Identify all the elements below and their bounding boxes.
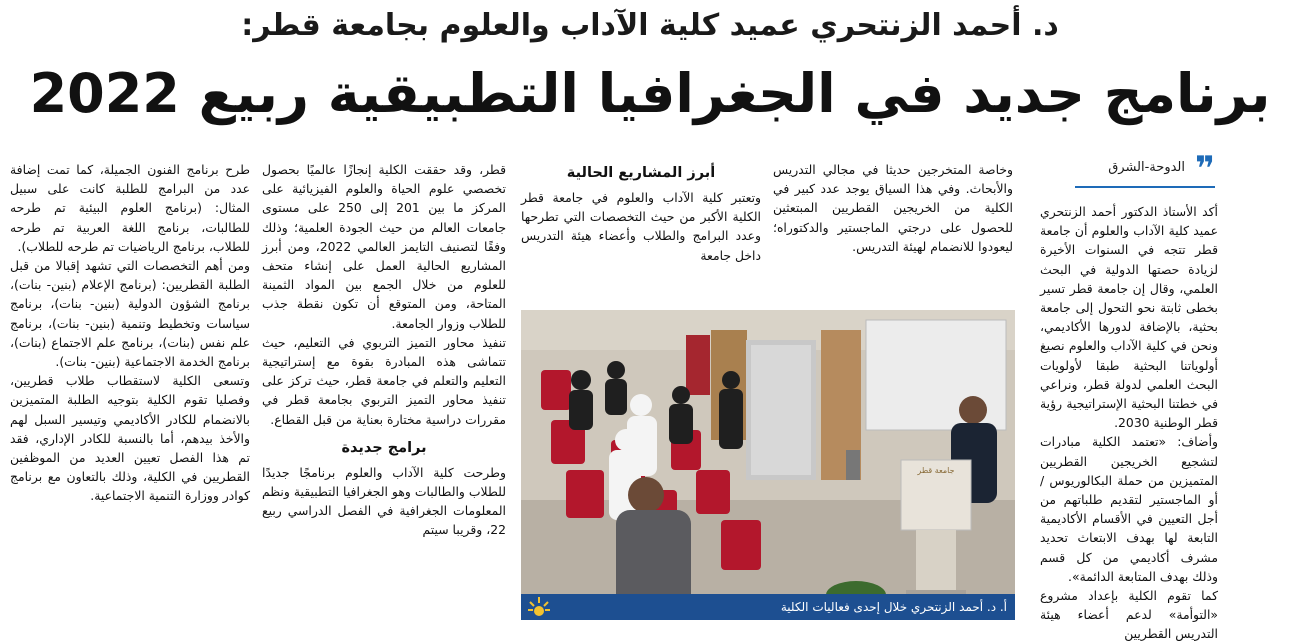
- kicker-title: د. أحمد الزنتحري عميد كلية الآداب والعلوم بجامعة قطر:: [241, 8, 1059, 43]
- subheading-current-projects: أبرز المشاريع الحالية: [566, 165, 716, 181]
- byline: [1075, 149, 1215, 189]
- event-photo: [521, 310, 1015, 620]
- article-column-5: [10, 160, 250, 625]
- paragraph: طرح برنامج الفنون الجميلة، كما تمت إضافة عدد من البرامج للطلبة كانت على سبيل المثال: (برنامج العلوم البيئية تم طرحه للطالبات، برنامج اللغة العربية تم طرحه للطلاب، برنامج الرياضيات تم طرحه للطلاب).: [10, 162, 250, 254]
- article-column-4: [262, 160, 506, 625]
- sunburst-logo-icon: [527, 595, 551, 619]
- paragraph: وأضاف: «تعتمد الكلية مبادرات لتشجيع الخريجين القطريين المتميزين من حملة البكالوريوس /أو الماجستير لتقديم طلباتهم من أجل التعيين في الأقسام الأكاديمية التابعة لها بهدف الابتعاث تحديد مشرف أكاديمي من كل قسم وذلك بهدف المتابعة الدائمة».: [1040, 434, 1218, 584]
- paragraph: ومن أهم التخصصات التي تشهد إقبالا من قبل الطلبة القطريين: (برنامج الإعلام (بنين- بنات)، برنامج الشؤون الدولية (بنين- بنات)، برنامج سياسات وتخطيط وتنمية (بنين- بنات)، برنامج علم نفس (بنات)، برنامج علم الاجتماع (بنات)، برنامج الخدمة الاجتماعية (بنين- بنات).: [10, 258, 250, 370]
- paragraph: وتسعى الكلية لاستقطاب طلاب قطريين، وفصليا تقوم الكلية بتوجيه الطلبة المتميزين بالانضمام للكادر الأكاديمي وتيسير السبل لهم والأخذ بيدهم، أما بالنسبة للكادر الإداري، فقد تم هذا الفصل تعيين العديد من الموظفين القطريين في الكلية، وذلك بالتعاون مع برنامج كوادر ووزارة التنمية الاجتماعية.: [10, 373, 250, 504]
- paragraph: كما تقوم الكلية بإعداد مشروع «التوأمة» لدعم أعضاء هيئة التدريس القطريين: [1040, 588, 1218, 642]
- photo-caption: أ. د. أحمد الزنتحري خلال إحدى فعاليات الكلية: [780, 600, 1007, 614]
- paragraph: أكد الأستاذ الدكتور أحمد الزنتحري عميد كلية الآداب والعلوم أن جامعة قطر تتجه في السنوات الأخيرة لزيادة حصتها الدولية في البحث العلمي، وقال إن جامعة قطر تسير بخطى ثابتة نحو التحول إلى جامعة بحثية، بالإضافة لدورها الأكاديمي، ونحن في كلية الآداب والعلوم نصيغ أولوياتنا البحثية طبقا لأولويات البحث العلمي لدولة قطر، ونراعي في خطتنا البحثية الإستراتيجية رؤية قطر الوطنية 2030.: [1040, 204, 1218, 431]
- paragraph: وطرحت كلية الآداب والعلوم برنامجًا جديدًا للطلاب والطالبات وهو الجغرافيا التطبيقية ونظم المعلومات الجغرافية في الفصل الدراسي ربيع 22، وقريبا سيتم: [262, 464, 506, 538]
- article-column-3: [521, 160, 761, 300]
- paragraph: تنفيذ محاور التميز التربوي في التعليم، حيث تتماشى هذه المبادرة بقوة مع إستراتيجية التعليم والتعلم في جامعة قطر، حيث تركز على تنفيذ محاور التميز التربوي بجامعة قطر في مقررات دراسية مختارة بعناية من قبل القطاع.: [262, 334, 506, 427]
- podium-label: جامعة قطر: [917, 466, 955, 475]
- quote-mark-icon: ❞: [1195, 149, 1215, 189]
- main-headline: برنامج جديد في الجغرافيا التطبيقية ربيع 2022: [29, 62, 1271, 125]
- paragraph: قطر، وقد حققت الكلية إنجازًا عالميًا بحصول تخصصي علوم الحياة والعلوم الفيزيائية على المركز ما بين 201 إلى 250 على مستوى جامعات العالم من حيث الجودة العلمية؛ وذلك وفقًا لتصنيف التايمز العالمي 2022، ومن أبرز المشاريع الحالية العمل على إنشاء متحف للعلوم من خلال الجمع بين المواد الثمينة المتاحة، ومن المتوقع أن تكون نقطة جذب للطلاب وزوار الجامعة.: [262, 162, 507, 331]
- article-column-1: [1040, 202, 1218, 642]
- photo-caption-bar: [521, 594, 1015, 620]
- article-column-2: [773, 160, 1013, 300]
- lecture-hall-illustration: [521, 310, 1015, 620]
- paragraph: وخاصة المتخرجين حديثا في مجالي التدريس والأبحاث. وفي هذا السياق يوجد عدد كبير في الكلية من الخريجين القطريين المبتعثين للحصول على درجتي الماجستير والدكتوراه؛ ليعودوا للانضمام لهيئة التدريس.: [773, 162, 1013, 254]
- byline-location: الدوحة-الشرق: [1108, 160, 1185, 175]
- paragraph: وتعتبر كلية الآداب والعلوم في جامعة قطر الكلية الأكبر من حيث التخصصات التي تطرحها وعدد البرامج والطلاب وأعضاء هيئة التدريس داخل جامعة: [521, 190, 761, 263]
- subheading-new-programs: برامج جديدة: [341, 439, 427, 456]
